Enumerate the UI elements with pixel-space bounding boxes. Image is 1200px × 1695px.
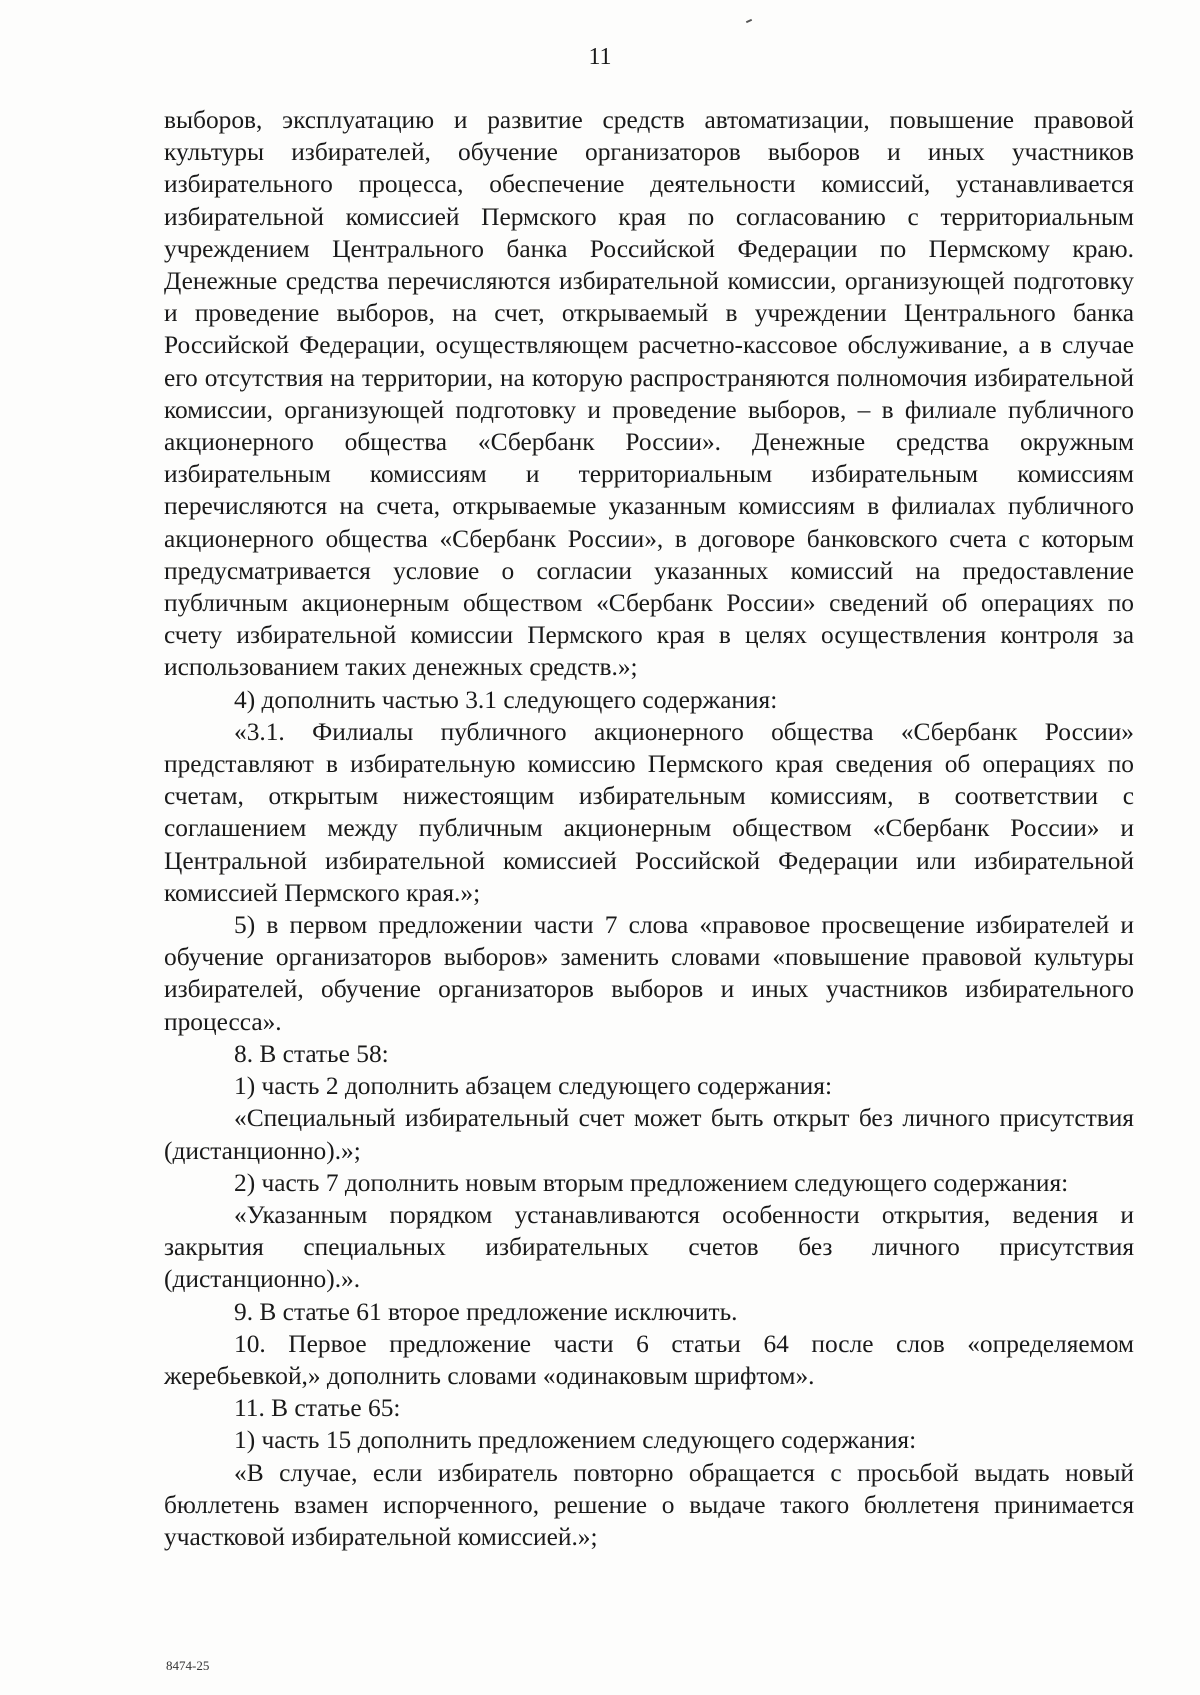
paragraph: «В случае, если избиратель повторно обращается с просьбой выдать новый бюллетень взамен испорченного, решение о выдаче такого бюллетеня принимается участковой избирательной комиссией.»;: [164, 1458, 1134, 1551]
paragraph: 1) часть 15 дополнить предложением следующего содержания:: [234, 1426, 917, 1455]
paragraph: «3.1. Филиалы публичного акционерного общества «Сбербанк России» представляют в избирательную комиссию Пермского края сведения об операциях по счетам, открытым нижестоящим избирательным комиссиям, в соответствии с соглашением между публичным акционерным обществом «Сбербанк России» и Центральной избирательной комиссией Российской Федерации или избирательной комиссией Пермского края.»;: [164, 717, 1134, 907]
paragraph: выборов, эксплуатацию и развитие средств автоматизации, повышение правовой культуры избирателей, обучение организаторов выборов и иных участников избирательного процесса, обеспечение деятельности комиссий, устанавливается избирательной комиссией Пермского края по согласованию с территориальным учреждением Центрального банка Российской Федерации по Пермскому краю. Денежные средства перечисляются избирательной комиссии, организующей подготовку и проведение выборов, на счет, открываемый в учреждении Центрального банка Российской Федерации, осуществляющем расчетно-кассовое обслуживание, а в случае его отсутствия на территории, на которую распространяются полномочия избирательной комиссии, организующей подготовку и проведение выборов, – в филиале публичного акционерного общества «Сбербанк России». Денежные средства окружным избирательным комиссиям и территориальным избирательным комиссиям перечисляются на счета, открываемые указанным комиссиям в филиалах публичного акционерного общества «Сбербанк России», в договоре банковского счета с которым предусматривается условие о согласии указанных комиссий на предоставление публичным акционерным обществом «Сбербанк России» сведений об операциях по счету избирательной комиссии Пермского края в целях осуществления контроля за использованием таких денежных средств.»;: [164, 106, 1134, 682]
paragraph: 1) часть 2 дополнить абзацем следующего содержания:: [234, 1072, 833, 1101]
paragraph: 8. В статье 58:: [234, 1039, 389, 1068]
document-code: 8474-25: [166, 1658, 210, 1673]
page-number: 11: [588, 44, 612, 70]
paragraph: 4) дополнить частью 3.1 следующего содержания:: [234, 685, 778, 714]
paragraph: 11. В статье 65:: [234, 1394, 401, 1423]
paragraph: 5) в первом предложении части 7 слова «правовое просвещение избирателей и обучение организаторов выборов» заменить словами «повышение правовой культуры избирателей, обучение организаторов выборов и иных участников избирательного процесса».: [164, 911, 1134, 1036]
paragraph: 9. В статье 61 второе предложение исключить.: [234, 1297, 738, 1326]
paragraph: «Указанным порядком устанавливаются особенности открытия, ведения и закрытия специальных избирательных счетов без личного присутствия (дистанционно).».: [164, 1200, 1134, 1294]
paragraph: 2) часть 7 дополнить новым вторым предложением следующего содержания:: [234, 1168, 1069, 1197]
scan-speck: [746, 19, 752, 23]
paragraph: «Специальный избирательный счет может быть открыт без личного присутствия (дистанционно).»;: [164, 1104, 1134, 1165]
document-body: [164, 104, 1134, 1553]
paragraph: 10. Первое предложение части 6 статьи 64 после слов «определяемом жеребьевкой,» дополнить словами «одинаковым шрифтом».: [164, 1329, 1134, 1390]
